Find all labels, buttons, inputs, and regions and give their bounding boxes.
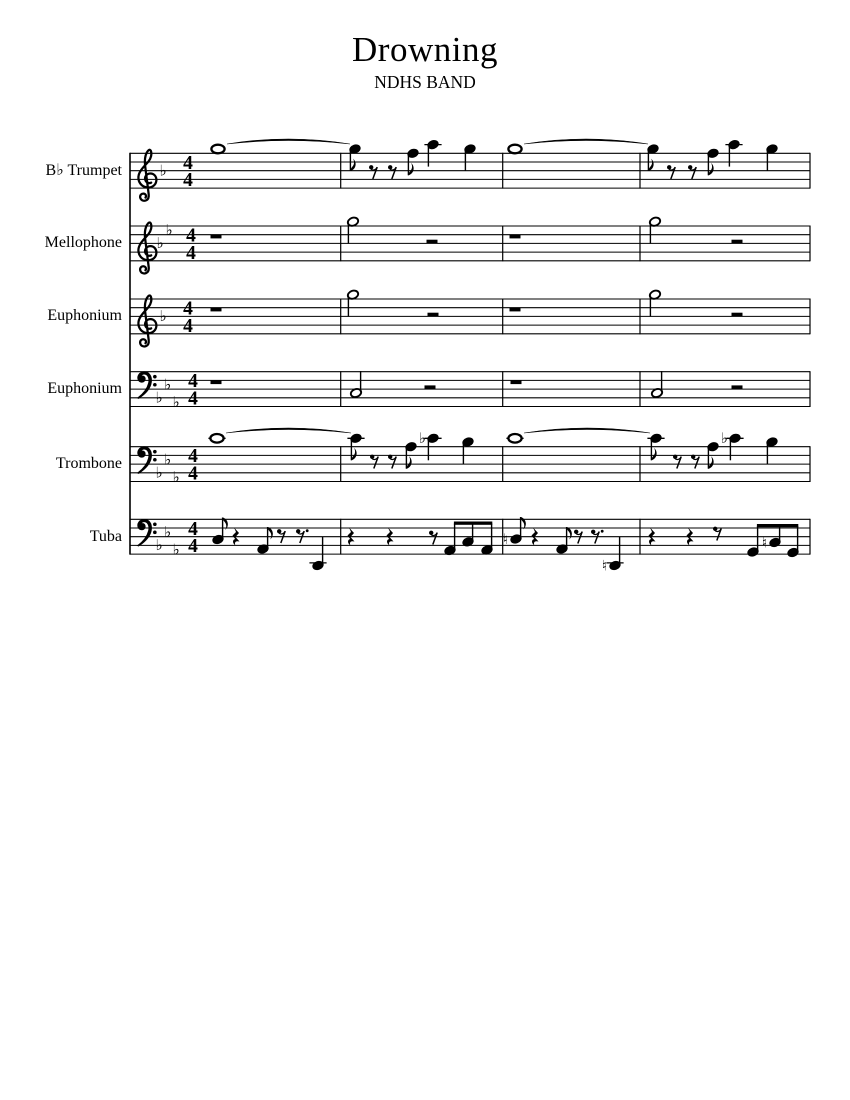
- rest-dot-head: [296, 529, 300, 533]
- eighth-flag: [268, 527, 273, 539]
- key-flat-sign: ♭: [155, 536, 163, 555]
- rest-dot-head: [673, 455, 677, 459]
- key-flat-sign: ♭: [163, 523, 172, 542]
- rest-dot-head: [277, 529, 281, 533]
- whole-rest: [510, 308, 521, 312]
- rest[interactable]: [428, 313, 439, 317]
- key-flat-sign: ♭: [172, 392, 180, 411]
- whole-rest: [211, 235, 222, 239]
- treble-clef-icon: [138, 150, 156, 201]
- bass-clef-body: [138, 520, 152, 546]
- note[interactable]: [602, 537, 624, 575]
- rest[interactable]: [732, 240, 743, 244]
- time-signature-top: 4: [188, 518, 198, 540]
- rest[interactable]: [277, 529, 285, 543]
- time-signature-bottom: 4: [186, 242, 196, 264]
- note[interactable]: [508, 145, 521, 154]
- beam: [757, 524, 798, 527]
- staff-label: Euphonium: [47, 307, 122, 325]
- bass-clef-icon: [138, 520, 157, 546]
- staff: [130, 371, 810, 411]
- eighth-flag: [651, 448, 656, 460]
- note[interactable]: [649, 216, 662, 243]
- rest[interactable]: [211, 380, 222, 384]
- beam: [454, 522, 492, 525]
- score-subtitle: NDHS BAND: [374, 72, 476, 92]
- staff-label: Tuba: [89, 527, 122, 545]
- eighth-flag: [567, 527, 572, 539]
- rest-dot-head: [369, 165, 373, 169]
- time-signature-bottom: 4: [188, 536, 198, 558]
- beamed-notes[interactable]: [747, 524, 800, 558]
- note[interactable]: [462, 437, 475, 464]
- key-flat-sign: ♭: [172, 467, 180, 486]
- flat-sign: ♭: [721, 431, 728, 448]
- whole-rest: [211, 380, 222, 384]
- key-flat-sign: ♭: [163, 450, 172, 469]
- bass-clef-dot: [153, 458, 157, 462]
- note[interactable]: [208, 434, 225, 443]
- half-rest: [427, 240, 438, 244]
- tie: [524, 428, 650, 433]
- time-signature-bottom: 4: [188, 463, 198, 485]
- bass-clef-dot: [153, 531, 157, 535]
- key-flat-sign: ♭: [159, 307, 167, 326]
- note[interactable]: [766, 437, 779, 464]
- eighth-flag: [351, 448, 356, 460]
- bass-clef-body: [138, 447, 152, 473]
- time-signature-top: 4: [188, 371, 198, 393]
- bass-clef-body: [138, 372, 152, 398]
- rest[interactable]: [691, 455, 699, 469]
- time-signature-bottom: 4: [183, 170, 193, 192]
- rest-dot-head: [591, 530, 595, 534]
- rest-dot-head: [370, 455, 374, 459]
- tie: [227, 139, 350, 144]
- score-title: Drowning: [352, 30, 498, 69]
- rest[interactable]: [713, 527, 721, 541]
- note[interactable]: [503, 517, 526, 548]
- half-rest: [428, 313, 439, 317]
- beamed-notes[interactable]: [444, 522, 494, 556]
- time-signature-top: 4: [188, 446, 198, 468]
- rest[interactable]: [427, 240, 438, 244]
- time-signature-top: 4: [183, 298, 193, 320]
- rest[interactable]: [388, 455, 396, 469]
- rest[interactable]: [296, 529, 309, 543]
- bass-clef-dot: [153, 522, 157, 526]
- key-flat-sign: ♭: [159, 161, 167, 180]
- rest-dot-head: [429, 531, 433, 535]
- half-rest: [732, 313, 743, 317]
- rest[interactable]: [369, 165, 377, 179]
- note[interactable]: [647, 144, 660, 171]
- treble-clef-icon: [138, 295, 156, 346]
- staff-label: Mellophone: [44, 234, 122, 252]
- key-flat-sign: ♭: [155, 463, 163, 482]
- natural-sign: ♮: [601, 558, 608, 575]
- rest-dot-head: [574, 530, 578, 534]
- note[interactable]: [211, 145, 224, 154]
- rest[interactable]: [667, 165, 675, 179]
- note[interactable]: [212, 518, 228, 545]
- note[interactable]: [649, 289, 662, 316]
- eighth-flag: [708, 456, 713, 468]
- note[interactable]: [347, 216, 360, 243]
- note-head: [210, 434, 223, 443]
- note[interactable]: [349, 144, 362, 171]
- rest-dot-head: [388, 455, 392, 459]
- augmentation-dot: [306, 529, 309, 532]
- rest[interactable]: [211, 308, 222, 312]
- rest[interactable]: [510, 308, 521, 312]
- time-signature-top: 4: [186, 225, 196, 247]
- rest[interactable]: [511, 380, 522, 384]
- note-head: [508, 434, 521, 443]
- rest[interactable]: [370, 455, 378, 469]
- bass-clef-icon: [138, 447, 157, 473]
- augmentation-dot: [601, 530, 604, 533]
- rest-dot-head: [688, 165, 692, 169]
- note-head: [508, 145, 521, 154]
- treble-clef-icon: [138, 222, 156, 273]
- flat-sign: ♭: [419, 431, 426, 448]
- note[interactable]: [350, 371, 363, 398]
- bass-clef-dot: [153, 375, 157, 379]
- whole-rest: [510, 235, 521, 239]
- rest[interactable]: [673, 455, 681, 469]
- bass-clef-dot: [153, 450, 157, 454]
- eighth-flag: [350, 159, 355, 171]
- key-flat-sign: ♭: [155, 388, 163, 407]
- bass-clef-dot: [153, 383, 157, 387]
- staff-label: B♭ Trumpet: [45, 161, 122, 179]
- time-signature-bottom: 4: [188, 388, 198, 410]
- time-signature-bottom: 4: [183, 315, 193, 337]
- half-rest: [732, 240, 743, 244]
- key-flat-sign: ♭: [165, 221, 173, 240]
- tie: [524, 139, 648, 144]
- staff: [130, 295, 810, 346]
- note[interactable]: [766, 144, 779, 171]
- natural-sign: ♮: [761, 535, 768, 552]
- rest[interactable]: [688, 165, 696, 179]
- rest-dot-head: [691, 455, 695, 459]
- rest-dot-head: [667, 165, 671, 169]
- note[interactable]: [556, 527, 572, 554]
- whole-rest: [211, 308, 222, 312]
- staff-label: Trombone: [55, 455, 122, 473]
- note[interactable]: [257, 527, 273, 554]
- rest[interactable]: [510, 235, 521, 239]
- note[interactable]: [347, 289, 360, 316]
- note[interactable]: [506, 434, 523, 443]
- rest[interactable]: [425, 385, 436, 389]
- key-flat-sign: ♭: [156, 234, 164, 253]
- eighth-flag: [406, 456, 411, 468]
- half-rest: [732, 385, 743, 389]
- tie: [226, 428, 351, 433]
- rest[interactable]: [211, 235, 222, 239]
- rest-dot-head: [388, 165, 392, 169]
- rest[interactable]: [732, 385, 743, 389]
- natural-sign: ♮: [502, 531, 509, 548]
- note-head: [211, 145, 224, 154]
- half-rest: [425, 385, 436, 389]
- staff-label: Euphonium: [47, 380, 122, 398]
- key-flat-sign: ♭: [172, 540, 180, 559]
- rest[interactable]: [429, 531, 437, 545]
- note[interactable]: [651, 371, 664, 398]
- eighth-flag: [708, 163, 713, 175]
- staff: [130, 221, 810, 273]
- rest-dot-head: [713, 527, 717, 531]
- whole-rest: [511, 380, 522, 384]
- key-flat-sign: ♭: [163, 375, 172, 394]
- bass-clef-icon: [138, 372, 157, 398]
- time-signature-top: 4: [183, 152, 193, 174]
- eighth-flag: [408, 163, 413, 175]
- rest[interactable]: [388, 165, 396, 179]
- rest[interactable]: [732, 313, 743, 317]
- eighth-flag: [648, 159, 653, 171]
- note[interactable]: [464, 144, 477, 171]
